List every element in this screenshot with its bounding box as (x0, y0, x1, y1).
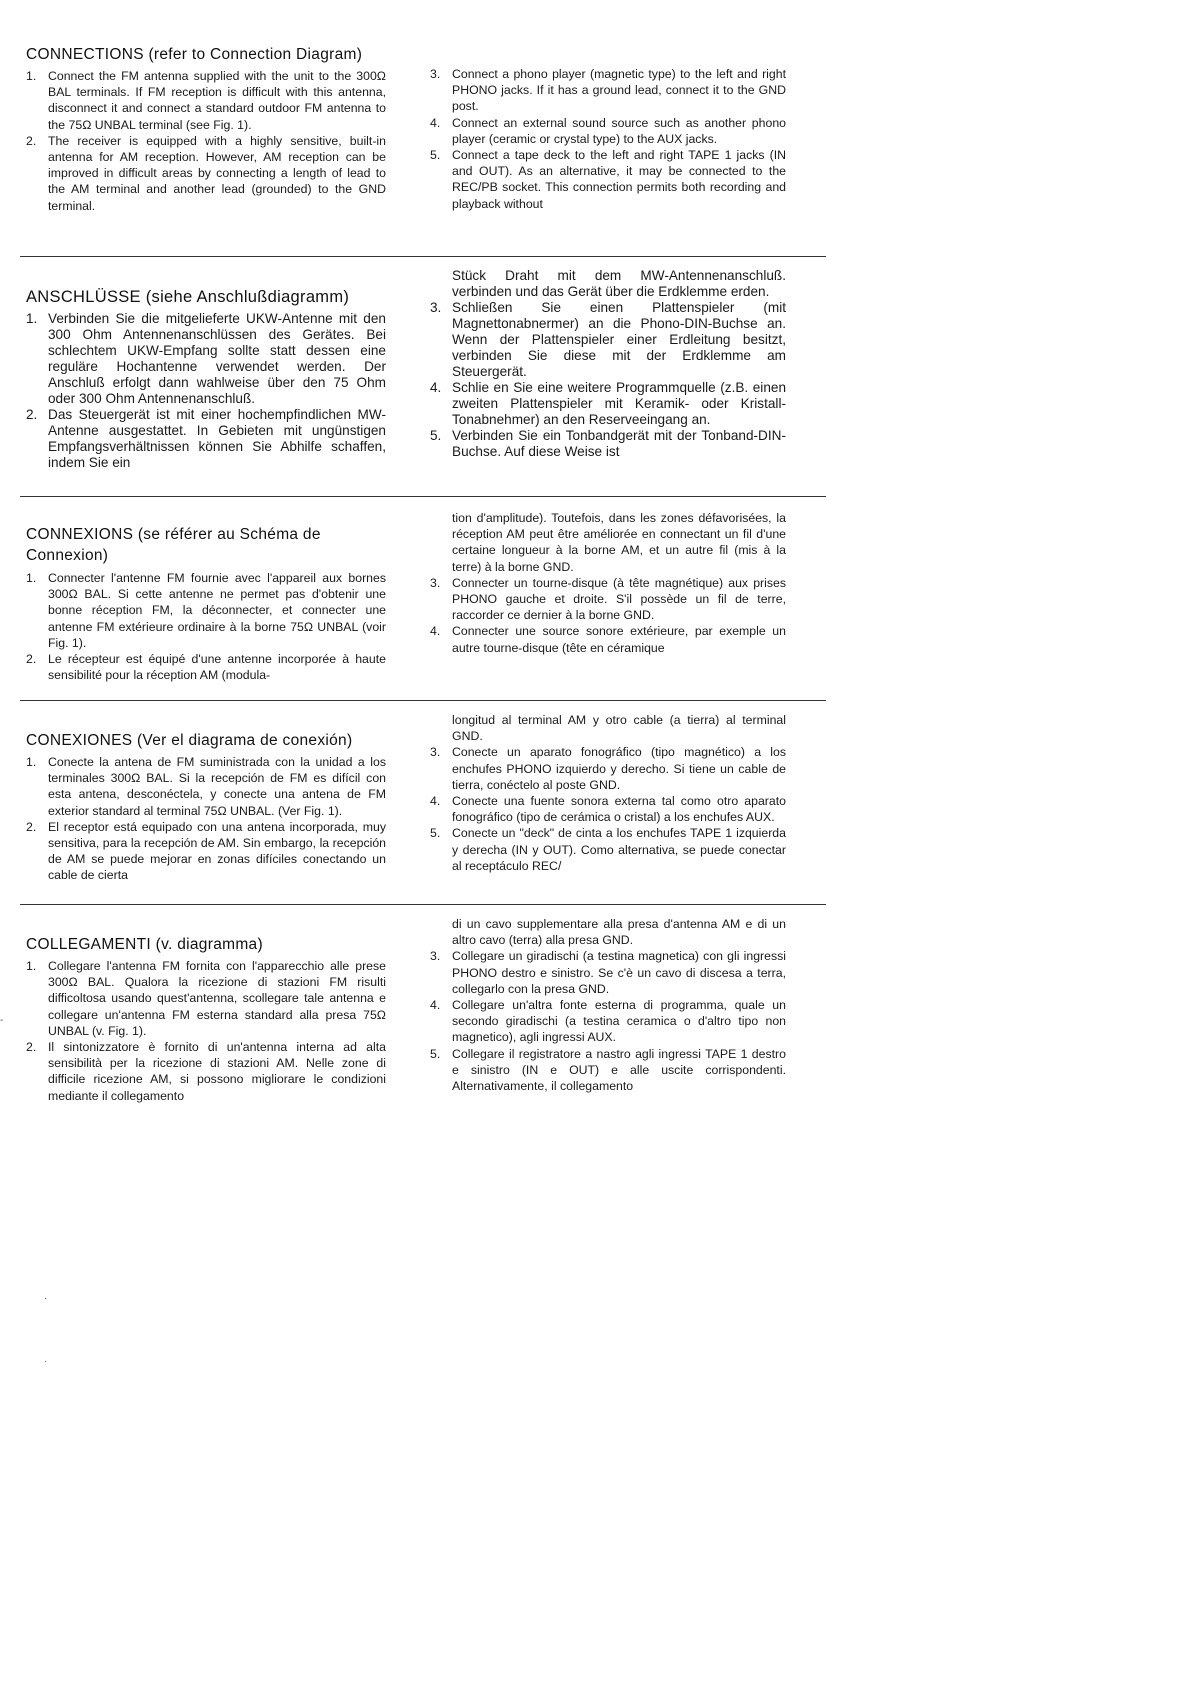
french-continuation: tion d'amplitude). Toutefois, dans les zones défavorisées, la réception AM peut être améliorée en connectant un fil d'une certaine longueur à la borne AM, et un autre fil (mis à la terre) à la borne GND. (452, 511, 786, 574)
item-number: 4. (430, 794, 441, 809)
section-divider (20, 256, 826, 257)
item-number: 2. (26, 133, 37, 148)
section-divider (20, 904, 826, 905)
italian-continuation: di un cavo supplementare alla presa d'antenna AM e di un altro cavo (terra) alla presa GND. (452, 917, 786, 948)
item-text: Connect the FM antenna supplied with the unit to the 300Ω BAL terminals. If FM reception is difficult with this antenna, disconnect it and connect a standard outdoor FM antenna to the 75Ω UNBAL terminal (see Fig. 1). (48, 69, 386, 132)
item-number: 3. (430, 949, 441, 964)
spanish-continuation: longitud al terminal AM y otro cable (a tierra) al terminal GND. (452, 713, 786, 744)
english-left-list (26, 68, 386, 214)
french-left-column (26, 524, 386, 683)
list-item (430, 825, 786, 874)
item-text: Il sintonizzatore è fornito di un'antenna interna ad alta sensibilità per la ricezione di stazioni AM. Nelle zone di difficile ricezione AM, si possono migliorare le condizioni mediante il collegamento (48, 1040, 386, 1103)
list-item (26, 570, 386, 651)
english-right-list (430, 66, 786, 212)
italian-left-list (26, 958, 386, 1104)
item-text: El receptor está equipado con una antena incorporada, muy sensitiva, para la recepción de AM. Sin embargo, la recepción de AM se puede mejorar en zonas difíciles conectando un cable de cierta (48, 819, 386, 883)
item-number: 1. (26, 755, 37, 769)
list-item (26, 407, 386, 471)
item-text: Collegare l'antenna FM fornita con l'apparecchio alle prese 300Ω BAL. Qualora la ricezione di stazioni FM risulti difficoltosa usando quest'antenna, scollegare tale antenna e collegare un'antenna FM esterna standard alla presa 75Ω UNBAL (v. Fig. 1). (48, 959, 386, 1038)
list-item (26, 68, 386, 133)
item-number: 2. (26, 1040, 37, 1055)
item-number: 5. (430, 148, 441, 163)
list-item (430, 997, 786, 1046)
list-item (430, 793, 786, 825)
list-item (430, 948, 786, 997)
list-item (430, 147, 786, 212)
english-heading: CONNECTIONS (refer to Connection Diagram) (26, 46, 363, 63)
list-item (26, 133, 386, 214)
english-right-column (430, 66, 786, 212)
list-item (430, 428, 786, 460)
section-divider (20, 700, 826, 701)
item-text: Collegare un giradischi (a testina magnetica) con gli ingressi PHONO destro e sinistro. Se c'è un cavo di discesa a terra, collegarlo con la presa GND. (452, 949, 786, 996)
spanish-left-column (26, 732, 386, 884)
list-item (26, 754, 386, 819)
list-item (430, 380, 786, 428)
item-number: 3. (430, 67, 441, 81)
item-number: 2. (26, 407, 38, 422)
italian-right-list (430, 948, 786, 1094)
italian-left-column (26, 936, 386, 1104)
section-divider (20, 496, 826, 497)
item-number: 3. (430, 745, 441, 760)
item-number: 1. (26, 959, 37, 973)
item-number: 3. (430, 300, 442, 315)
scan-speck: · (44, 1293, 48, 1304)
german-right-column (430, 268, 786, 460)
item-number: 1. (26, 571, 37, 585)
item-number: 2. (26, 819, 37, 834)
list-item (26, 1039, 386, 1104)
item-text: Collegare un'altra fonte esterna di programma, quale un secondo giradischi (a testina ceramica o d'altro tipo non magnetico), agli ingressi AUX. (452, 998, 786, 1045)
list-item (430, 66, 786, 115)
french-right-column (430, 510, 786, 656)
item-number: 3. (430, 575, 441, 590)
spanish-right-column (430, 712, 786, 874)
item-text: Connect a phono player (magnetic type) to the left and right PHONO jacks. If it has a ground lead, connect it to the GND post. (452, 67, 786, 114)
italian-right-column (430, 916, 786, 1094)
item-number: 5. (430, 826, 441, 841)
list-item (430, 623, 786, 655)
item-text: Connecter une source sonore extérieure, par exemple un autre tourne-disque (tête en céramique (452, 624, 786, 655)
item-text: Verbinden Sie ein Tonbandgerät mit der Tonband-DIN-Buchse. Auf diese Weise ist (452, 428, 786, 459)
german-heading: ANSCHLÜSSE (siehe Anschlußdiagramm) (26, 288, 350, 306)
item-text: Connect a tape deck to the left and right TAPE 1 jacks (IN and OUT). As an alternative, it may be connected to the REC/PB socket. This connection permits both recording and playback without (452, 148, 786, 211)
list-item (430, 575, 786, 624)
item-text: Verbinden Sie die mitgelieferte UKW-Antenne mit den 300 Ohm Antennenanschlüssen des Gerätes. Bei schlechtem UKW-Empfang sollte statt dessen eine reguläre Hochantenne verwendet werden. Der Anschluß erfolgt dann wahlweise über den 75 Ohm oder 300 Ohm Antennenanschluß. (48, 311, 386, 406)
french-right-list (430, 575, 786, 656)
list-item (430, 1046, 786, 1095)
german-continuation: Stück Draht mit dem MW-Antennenanschluß. verbinden und das Gerät über die Erdklemme erden. (452, 268, 786, 299)
scan-speck: - (0, 1015, 4, 1026)
item-number: 2. (26, 652, 37, 667)
german-left-list (26, 311, 386, 471)
item-number: 5. (430, 1046, 441, 1061)
item-text: Conecte un aparato fonográfico (tipo magnético) a los enchufes PHONO izquierdo y derecho. Si tiene un cable de tierra, conéctelo al poste GND. (452, 745, 786, 792)
spanish-left-list (26, 754, 386, 884)
spanish-right-list (430, 744, 786, 874)
item-text: Connect an external sound source such as another phono player (ceramic or crystal type) to the AUX jacks. (452, 115, 786, 146)
list-item (430, 744, 786, 793)
english-left-column (26, 46, 386, 214)
item-text: Le récepteur est équipé d'une antenne incorporée à haute sensibilité pour la réception AM (modula- (48, 652, 386, 683)
list-item (430, 300, 786, 380)
list-item (26, 958, 386, 1039)
french-heading: CONNEXIONS (se référer au Schéma de Connexion) (26, 526, 321, 564)
german-left-column (26, 288, 386, 471)
item-number: 4. (430, 115, 441, 130)
item-text: Connecter l'antenne FM fournie avec l'appareil aux bornes 300Ω BAL. Si cette antenne ne permet pas d'obtenir une bonne réception FM, la déconnecter, et connecter une antenne FM extérieure ordinaire à la borne 75Ω UNBAL (voir Fig. 1). (48, 571, 386, 650)
item-number: 5. (430, 428, 442, 443)
item-text: Conecte una fuente sonora externa tal como otro aparato fonográfico (tipo de cerámica o cristal) a los enchufes AUX. (452, 794, 786, 825)
list-item (26, 819, 386, 884)
item-number: 4. (430, 998, 441, 1013)
item-text: Conecte un "deck" de cinta a los enchufes TAPE 1 izquierda y derecha (IN y OUT). Como alternativa, se puede conectar al receptáculo REC/ (452, 826, 786, 873)
item-text: The receiver is equipped with a highly sensitive, built-in antenna for AM reception. However, AM reception can be improved in difficult areas by connecting a length of lead to the AM terminal and another lead (grounded) to the GND terminal. (48, 133, 386, 213)
scan-speck: · (44, 1356, 48, 1367)
item-number: 1. (26, 311, 38, 326)
item-text: Schlie en Sie eine weitere Programmquelle (z.B. einen zweiten Plattenspieler mit Keramik- oder Kristall-Tonabnehmer) an den Reserveeingang an. (452, 380, 786, 427)
list-item (26, 651, 386, 683)
german-right-list (430, 300, 786, 460)
item-number: 1. (26, 69, 37, 83)
spanish-heading: CONEXIONES (Ver el diagrama de conexión) (26, 732, 353, 749)
item-text: Connecter un tourne-disque (à tête magnétique) aux prises PHONO gauche et droite. S'il possède un fil de terre, raccorder ce dernier à la borne GND. (452, 575, 786, 623)
item-number: 4. (430, 380, 442, 395)
item-number: 4. (430, 624, 441, 639)
italian-heading: COLLEGAMENTI (v. diagramma) (26, 936, 263, 953)
item-text: Conecte la antena de FM suministrada con la unidad a los terminales 300Ω BAL. Si la recepción de FM es difícil con esta antena, desconéctela, y conecte una antena de FM exterior standard al terminal 75Ω UNBAL. (Ver Fig. 1). (48, 755, 386, 818)
item-text: Collegare il registratore a nastro agli ingressi TAPE 1 destro e sinistro (IN e OUT) e alle uscite corrispondenti. Alternativamente, il collegamento (452, 1046, 786, 1094)
french-left-list (26, 570, 386, 683)
item-text: Das Steuergerät ist mit einer hochempfindlichen MW-Antenne ausgestattet. In Gebieten mit ungünstigen Empfangsverhältnissen können Sie Abhilfe schaffen, indem Sie ein (48, 407, 386, 470)
item-text: Schließen Sie einen Plattenspieler (mit Magnettonabnermer) an die Phono-DIN-Buchse an. Wenn der Plattenspieler einer Erdleitung besitzt, verbinden Sie diese mit der Erdklemme am Steuergerät. (452, 300, 786, 379)
list-item (430, 115, 786, 147)
list-item (26, 311, 386, 407)
